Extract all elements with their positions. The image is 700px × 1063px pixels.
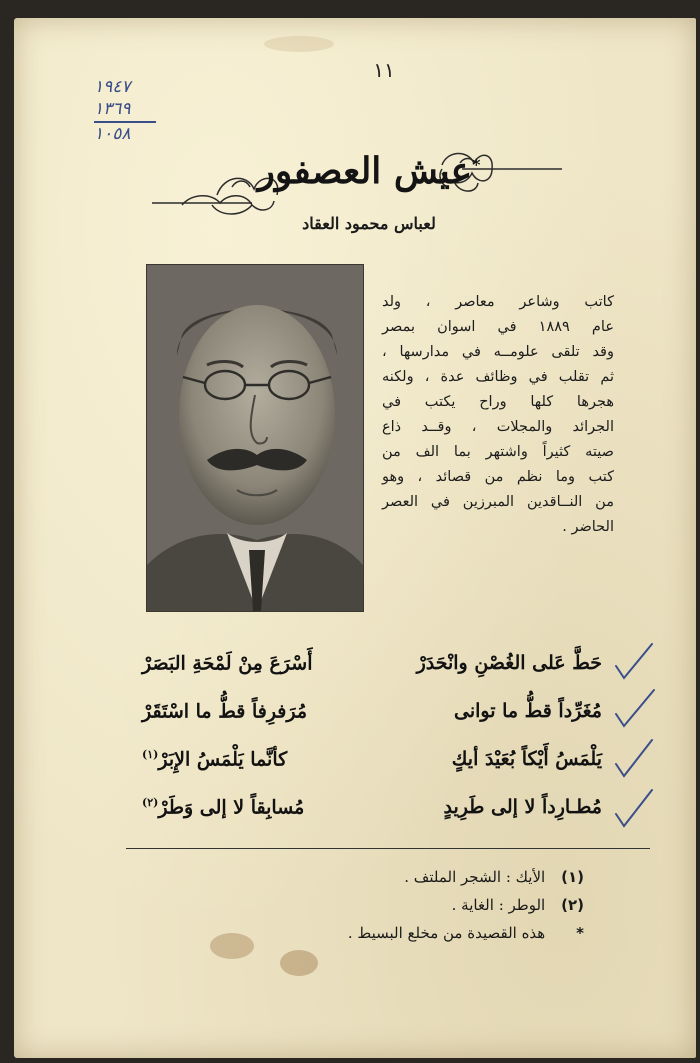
handwritten-check-marks xyxy=(610,636,670,836)
footnote-divider xyxy=(126,848,650,849)
bio-line: عام ١٨٨٩ في اسوان بمصر xyxy=(382,319,614,335)
bio-line: من النــاقدين المبرزين في العصر xyxy=(382,494,614,510)
title-footnote-mark: * xyxy=(472,155,481,174)
author-portrait xyxy=(146,264,364,612)
bio-line: هجرها كلها وراح يكتب في xyxy=(382,394,614,410)
verse xyxy=(142,784,602,832)
footnote xyxy=(164,863,584,891)
bio-line: وقد تلقى علومــه في مدارسها ، xyxy=(382,344,614,360)
handwritten-note: ١٣٦٩ xyxy=(94,98,156,123)
bio-line: الحاضر . xyxy=(562,519,614,535)
footnotes xyxy=(164,863,584,947)
paper-stain xyxy=(280,950,318,976)
first-hemistich: يَلْمَسُ أَيْكاً بُعَيْدَ أيكٍ xyxy=(451,748,602,770)
second-hemistich xyxy=(142,748,357,770)
footnote-text: هذه القصيدة من مخلع البسيط . xyxy=(347,924,546,942)
book-page xyxy=(14,18,696,1058)
page-number: ١١ xyxy=(373,58,395,82)
poem-title xyxy=(244,150,494,192)
paper-stain xyxy=(264,36,334,52)
first-hemistich: مُطـارِداً لا إلى طَرِيدٍ xyxy=(443,796,602,818)
check-mark-icon xyxy=(616,790,652,826)
footnote-number: (٢) xyxy=(561,896,584,914)
verse xyxy=(142,736,602,784)
second-hemistich xyxy=(142,700,357,722)
hemistich-text: أَسْرَعَ مِنْ لَمْحَةِ البَصَرْ xyxy=(142,652,313,675)
hemistich-text: كأنَّما يَلْمَسُ الإِبَرْ xyxy=(158,748,288,771)
second-hemistich xyxy=(142,652,357,674)
second-hemistich xyxy=(142,796,357,818)
first-hemistich: مُغَرِّداً قطُّ ما توانى xyxy=(453,700,602,722)
verse xyxy=(142,640,602,688)
footnote-number: * xyxy=(576,924,584,942)
verse-footnote-mark: (٢) xyxy=(142,796,159,809)
bio-line: كاتب وشاعر معاصر ، ولد xyxy=(382,294,614,310)
footnote-text: الوطر : الغاية . xyxy=(451,896,546,914)
handwritten-note: ١٩٤٧ xyxy=(94,77,131,97)
first-hemistich: حَطَّ عَلى الغُصْنِ وانْحَدَرْ xyxy=(416,652,602,674)
bio-line: ثم تقلب في وظائف عدة ، ولكنه xyxy=(382,369,614,385)
poem-verses xyxy=(142,640,602,832)
author-byline: لعباس محمود العقاد xyxy=(302,214,436,233)
poem-title-text: عيش العصفور xyxy=(257,150,473,192)
footnote-text: الأيك : الشجر الملتف . xyxy=(404,868,546,886)
check-mark-icon xyxy=(616,740,652,776)
check-mark-icon xyxy=(616,644,652,678)
check-mark-icon xyxy=(616,690,654,726)
author-biography xyxy=(382,290,614,540)
footnote-number: (١) xyxy=(561,868,584,886)
bio-line: كتب وما نظم من قصائد ، وهو xyxy=(382,469,614,485)
verse-footnote-mark: (١) xyxy=(142,748,159,761)
footnote xyxy=(164,891,584,919)
hemistich-text: مُرَفرِفاً قطُّ ما اسْتَقَرْ xyxy=(142,700,308,723)
verse xyxy=(142,688,602,736)
footnote xyxy=(164,919,584,947)
hemistich-text: مُسابِقاً لا إلى وَطَرْ xyxy=(158,796,305,819)
bio-line: صيته كثيراً واشتهر بما الف من xyxy=(382,444,614,460)
bio-line: الجرائد والمجلات ، وقــد ذاع xyxy=(382,419,614,435)
handwritten-note: ١٠٥٨ xyxy=(94,124,131,144)
